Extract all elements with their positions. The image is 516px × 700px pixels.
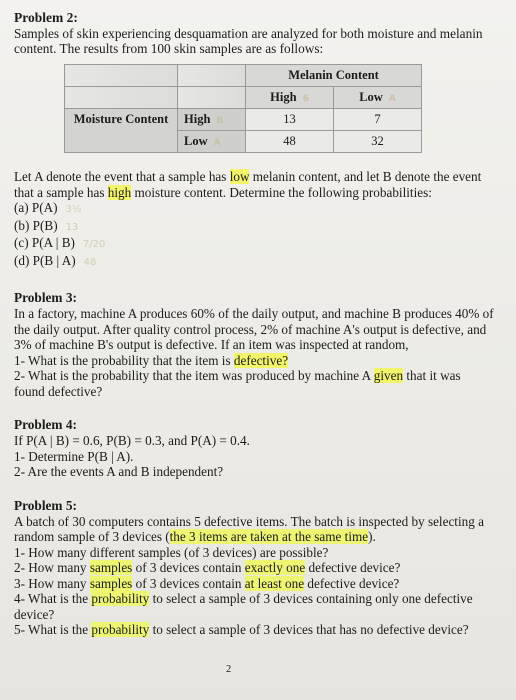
- problem-4-l3: 2- Are the events A and B independent?: [14, 464, 224, 479]
- problem-5-q2: [14, 560, 494, 576]
- highlight-defective: defective?: [233, 352, 289, 368]
- problem-2-question: [14, 169, 494, 200]
- pencil-note: 3½: [65, 204, 82, 215]
- q-text: 2- What is the probability that the item was produced by machine A: [14, 368, 374, 383]
- highlight-exactly-one: exactly one: [244, 560, 306, 575]
- cell-high-high: 13: [246, 109, 334, 131]
- q-text: 2- How many: [14, 560, 90, 575]
- problem-3-q1: [14, 353, 494, 369]
- pencil-note: 6: [302, 94, 309, 104]
- col-low: [334, 87, 422, 109]
- problem-2-intro: Samples of skin experiencing desquamation are analyzed for both moisture and melanin content. The results from 100 skin samples are as follows:: [14, 26, 483, 56]
- pencil-note: 48: [83, 256, 97, 268]
- item-d: [14, 253, 494, 271]
- pencil-note: A: [213, 138, 221, 148]
- col-high: [246, 87, 334, 109]
- highlight-samples: samples: [89, 575, 133, 591]
- q-text: of 3 devices contain: [132, 575, 245, 591]
- q-text: 5- What is the: [14, 622, 92, 637]
- highlight-same-time: the 3 items are taken at the same time: [169, 529, 369, 544]
- problem-5-q3: [14, 576, 494, 592]
- problem-5-text: [14, 514, 494, 545]
- melanin-moisture-table: [64, 64, 422, 153]
- q-text: that it was found defective?: [14, 368, 461, 399]
- highlight-probability: probability: [91, 622, 150, 637]
- item-label: (a) P(A): [14, 200, 58, 215]
- melanin-header: Melanin Content: [246, 65, 422, 87]
- highlight-low: low: [229, 169, 250, 184]
- q-text: to select a sample of 3 devices that has no defective device?: [149, 622, 469, 637]
- row-high-label: High: [184, 112, 211, 126]
- problem-5-q4: [14, 591, 494, 622]
- cell-low-high: 48: [246, 131, 334, 153]
- page-number: 2: [226, 664, 232, 675]
- table-corner-2: [178, 65, 246, 87]
- problem-3-q2: [14, 368, 494, 399]
- item-label: (d) P(B | A): [14, 252, 76, 268]
- q-text: 4- What is the: [14, 591, 92, 606]
- row-low: [178, 131, 246, 153]
- problem-5-q1: 1- How many different samples (of 3 devices) are possible?: [14, 544, 329, 560]
- highlight-high: high: [107, 184, 132, 200]
- q-text: ).: [368, 529, 376, 544]
- row-low-label: Low: [184, 134, 208, 148]
- item-label: (c) P(A | B): [14, 235, 75, 250]
- problem-3: [14, 290, 494, 399]
- moisture-label: Moisture Content: [65, 109, 178, 153]
- problem-2-items: [14, 200, 494, 270]
- q-text: moisture content. Determine the following probabilities:: [131, 184, 432, 200]
- problem-2-title: Problem 2:: [14, 10, 78, 25]
- problem-3-title: Problem 3:: [14, 290, 77, 305]
- col-high-label: High: [270, 90, 297, 104]
- cell-low-low: 32: [334, 131, 422, 153]
- pencil-note: A: [388, 94, 396, 104]
- highlight-probability: probability: [91, 591, 150, 606]
- problem-5-title: Problem 5:: [14, 497, 77, 513]
- pencil-note: 7/20: [82, 239, 106, 250]
- highlight-at-least-one: at least one: [244, 575, 305, 591]
- q-text: melanin content, and let B denote the event that a sample has: [14, 169, 482, 200]
- col-low-label: Low: [359, 90, 383, 104]
- table-corner: [65, 65, 178, 87]
- q-text: defective device?: [304, 575, 400, 591]
- q-text: Let A denote the event that a sample has: [14, 169, 230, 184]
- q-text: defective device?: [305, 560, 401, 575]
- highlight-given: given: [373, 368, 404, 383]
- item-label: (b) P(B): [14, 217, 58, 233]
- problem-3-text: In a factory, machine A produces 60% of the daily output, and machine B produces 40% of the daily output. After quality control process, 2% of machine A's output is defective, and 3% of machine B's output is defective. If an item was inspected at random,: [14, 306, 494, 352]
- q-text: to select a sample of 3 devices containing only one defective device?: [14, 591, 473, 622]
- table-blank: [65, 87, 178, 109]
- row-high: [178, 109, 246, 131]
- q-text: 1- What is the probability that the item is: [14, 352, 234, 368]
- q-text: 3- How many: [14, 575, 90, 591]
- item-a: [14, 200, 494, 218]
- problem-4: [14, 417, 494, 480]
- item-b: [14, 218, 494, 236]
- q-text: of 3 devices contain: [132, 560, 245, 575]
- pencil-note: 13: [65, 221, 79, 233]
- table-blank-2: [178, 87, 246, 109]
- highlight-samples: samples: [89, 560, 133, 575]
- problem-4-title: Problem 4:: [14, 417, 77, 432]
- problem-5-q5: [14, 622, 494, 638]
- q-text: A batch of 30 computers contains 5 defective items. The batch is inspected by selecting a random sample of 3 devices (: [14, 513, 484, 544]
- problem-5: [14, 498, 494, 638]
- pencil-note: B: [216, 116, 224, 126]
- problem-4-l1: If P(A | B) = 0.6, P(B) = 0.3, and P(A) = 0.4.: [14, 433, 250, 448]
- item-c: [14, 235, 494, 253]
- cell-high-low: 7: [334, 109, 422, 131]
- problem-2: [14, 10, 494, 270]
- problem-4-l2: 1- Determine P(B | A).: [14, 448, 134, 464]
